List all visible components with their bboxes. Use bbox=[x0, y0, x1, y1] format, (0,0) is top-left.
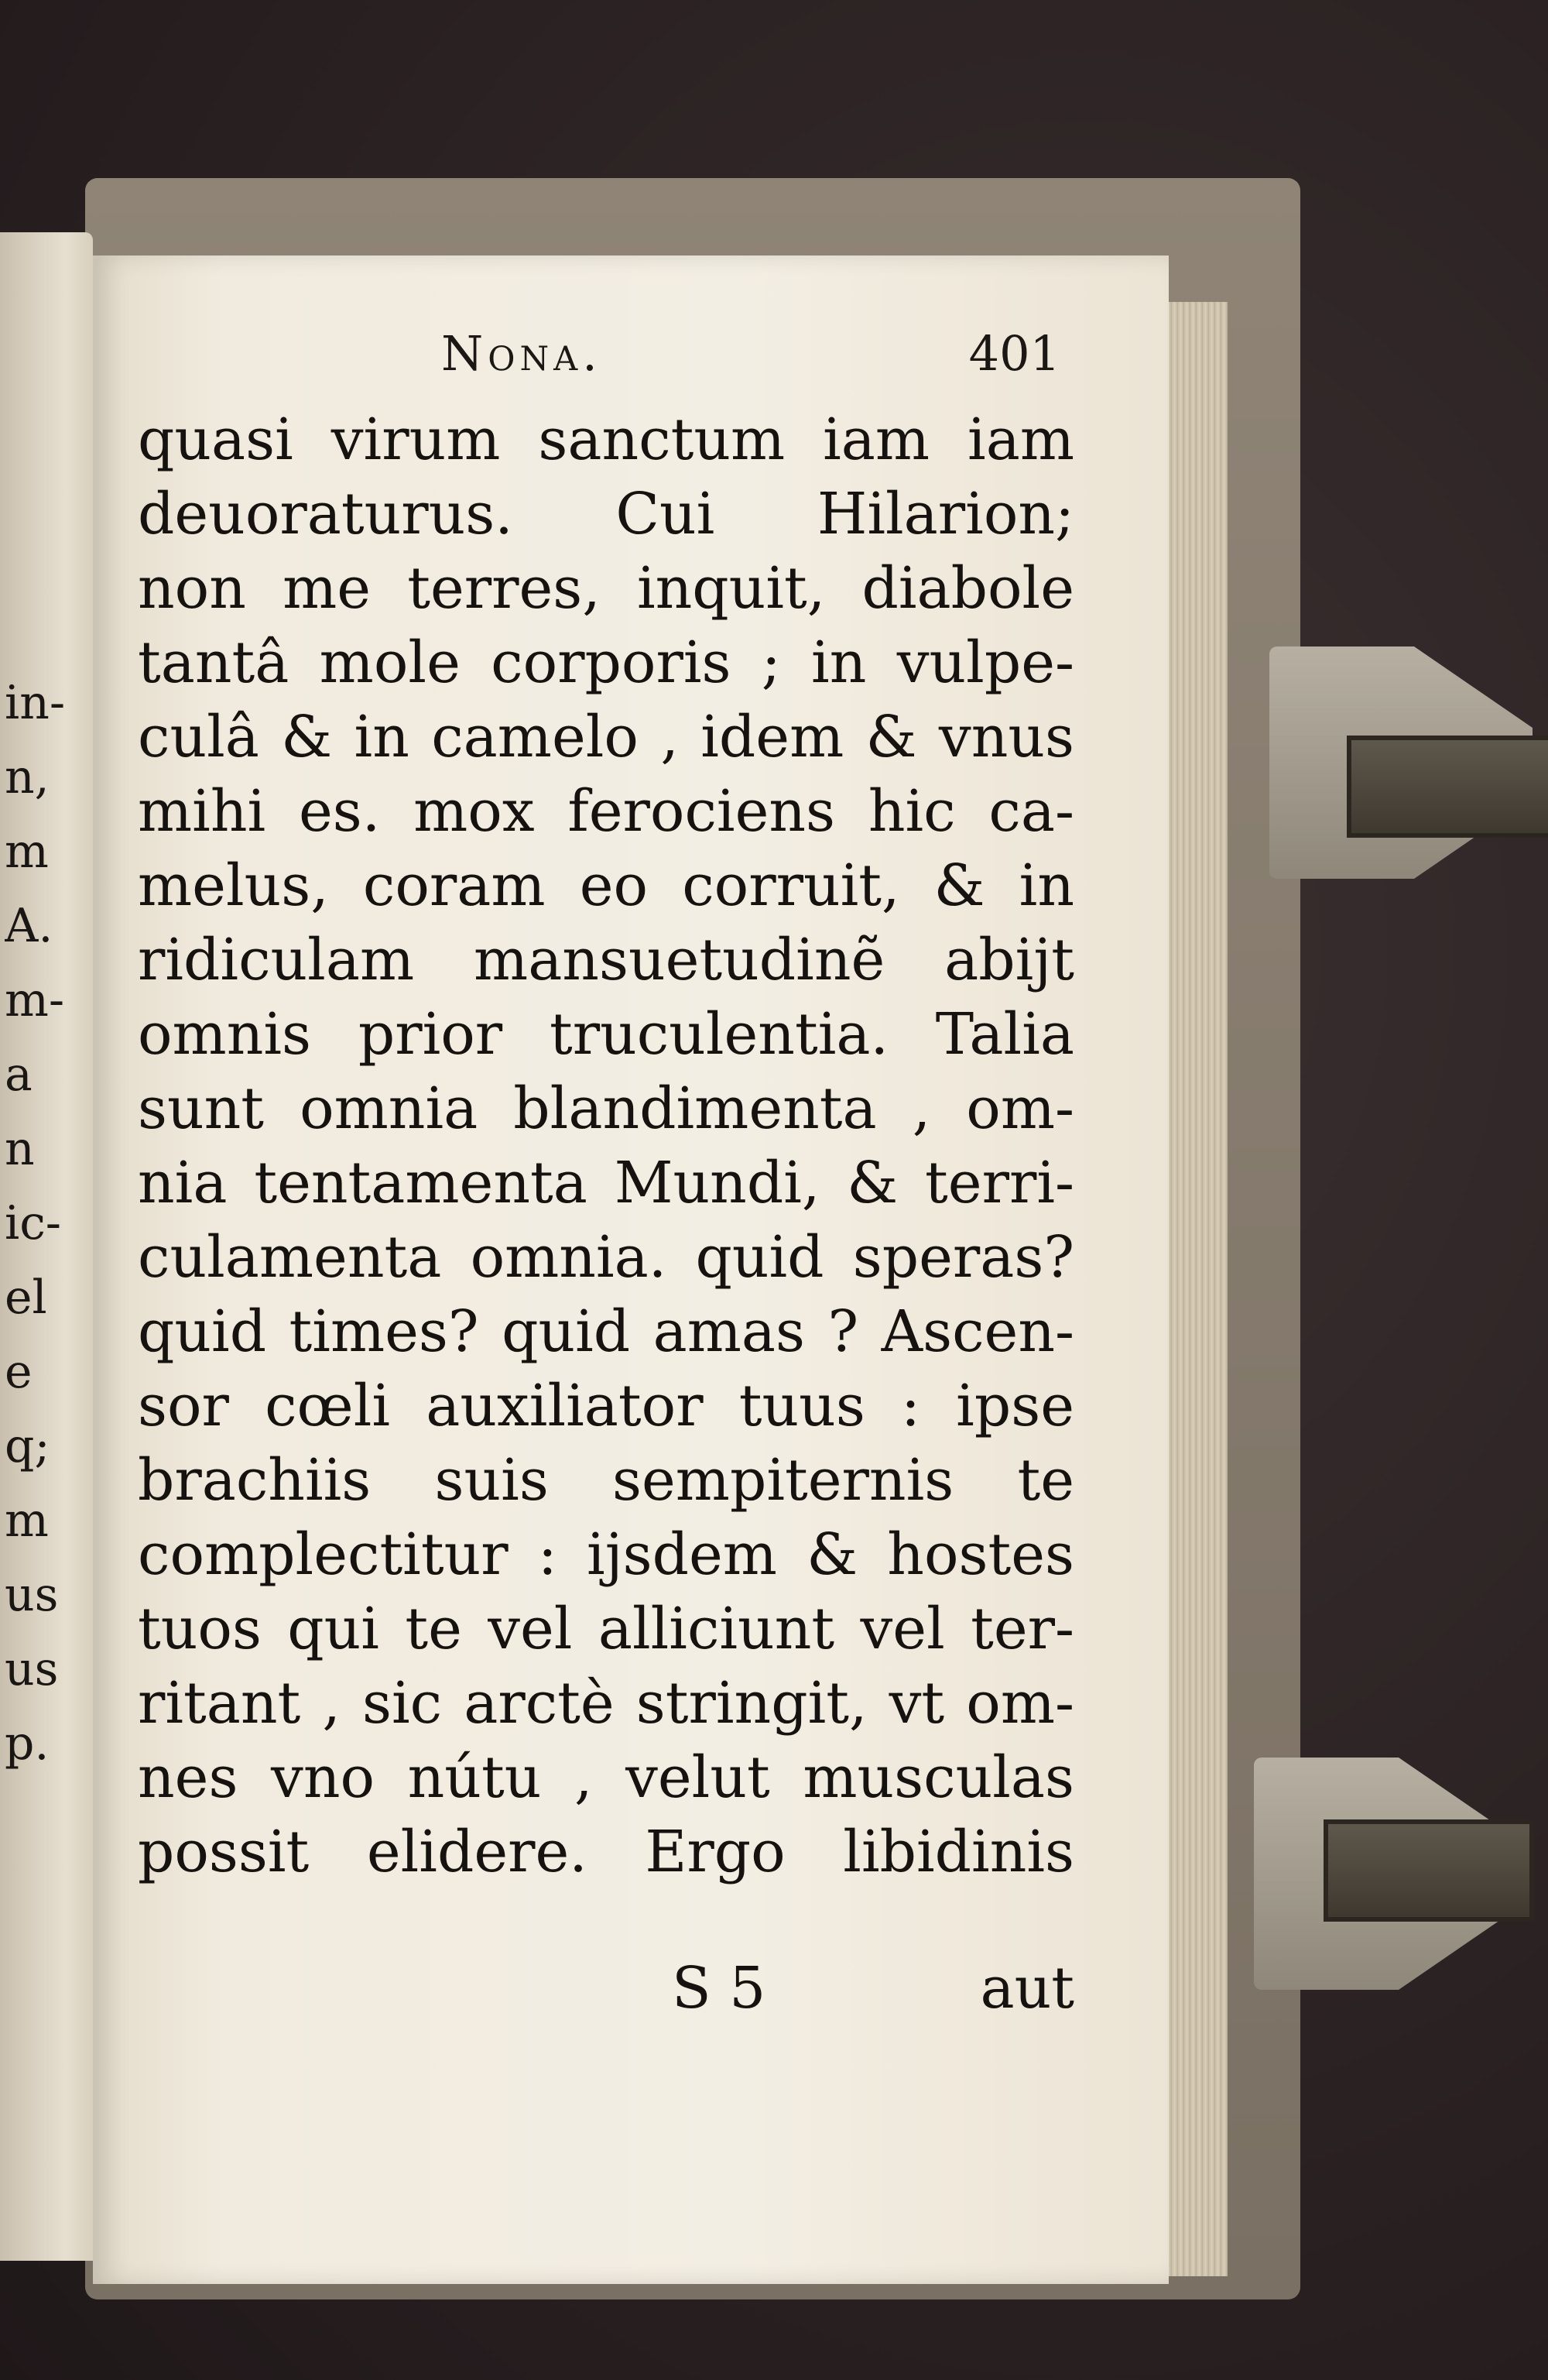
left-page-fragment: us bbox=[5, 1568, 59, 1622]
text-line: nes vno nútu , velut musculas bbox=[138, 1744, 1074, 1811]
left-page-fragment: m bbox=[5, 825, 49, 879]
text-line: ritant , sic arctè stringit, vt om- bbox=[138, 1670, 1074, 1737]
left-page-fragment: e bbox=[5, 1345, 33, 1399]
left-facing-page bbox=[0, 232, 93, 2261]
left-page-fragment: el bbox=[5, 1271, 47, 1325]
text-line: deuoraturus. Cui Hilarion; bbox=[138, 481, 1074, 547]
left-page-fragment: ic- bbox=[5, 1196, 62, 1250]
lower-clasp-strap bbox=[1324, 1819, 1534, 1922]
text-line: quasi virum sanctum iam iam bbox=[138, 406, 1074, 473]
left-page-text-fragments bbox=[5, 666, 90, 1781]
left-page-fragment: n bbox=[5, 1122, 35, 1176]
text-line: culâ & in camelo , idem & vnus bbox=[138, 704, 1074, 770]
left-page-fragment: m bbox=[5, 1494, 49, 1548]
text-line: nia tentamenta Mundi, & terri- bbox=[138, 1150, 1074, 1216]
text-line: sor cœli auxiliator tuus : ipse bbox=[138, 1373, 1074, 1439]
upper-clasp-strap bbox=[1347, 736, 1548, 838]
text-line: ridiculam mansuetudinẽ abijt bbox=[138, 927, 1074, 993]
page-footer bbox=[138, 1951, 1074, 2025]
left-page-fragment: q; bbox=[5, 1419, 50, 1473]
text-line: quid times? quid amas ? Ascen- bbox=[138, 1298, 1074, 1365]
text-line: sunt omnia blandimenta , om- bbox=[138, 1075, 1074, 1142]
left-page-fragment: in- bbox=[5, 676, 66, 730]
text-line: mihi es. mox ferociens hic ca- bbox=[138, 778, 1074, 845]
left-page-fragment: p. bbox=[5, 1716, 50, 1771]
running-title: Nona. bbox=[441, 325, 602, 382]
body-text bbox=[138, 403, 1074, 1889]
left-page-fragment: n, bbox=[5, 750, 50, 804]
text-line: tantâ mole corporis ; in vulpe- bbox=[138, 629, 1074, 696]
left-page-fragment: a bbox=[5, 1048, 33, 1102]
left-page-fragment: us bbox=[5, 1642, 59, 1696]
page-number: 401 bbox=[968, 325, 1060, 382]
page-header bbox=[441, 325, 1060, 387]
left-page-fragment: m- bbox=[5, 973, 65, 1027]
catchword: aut bbox=[980, 1955, 1074, 2022]
text-line: culamenta omnia. quid speras? bbox=[138, 1224, 1074, 1291]
text-line: omnis prior truculentia. Talia bbox=[138, 1001, 1074, 1068]
signature-mark: S 5 bbox=[672, 1955, 766, 2022]
text-line: tuos qui te vel alliciunt vel ter- bbox=[138, 1596, 1074, 1662]
text-line: possit elidere. Ergo libidinis bbox=[138, 1819, 1074, 1885]
text-line: melus, coram eo corruit, & in bbox=[138, 852, 1074, 919]
text-line: complectitur : ijsdem & hostes bbox=[138, 1521, 1074, 1588]
text-line: brachiis suis sempiternis te bbox=[138, 1447, 1074, 1514]
text-line: non me terres, inquit, diabole bbox=[138, 555, 1074, 622]
left-page-fragment: A. bbox=[5, 899, 53, 953]
